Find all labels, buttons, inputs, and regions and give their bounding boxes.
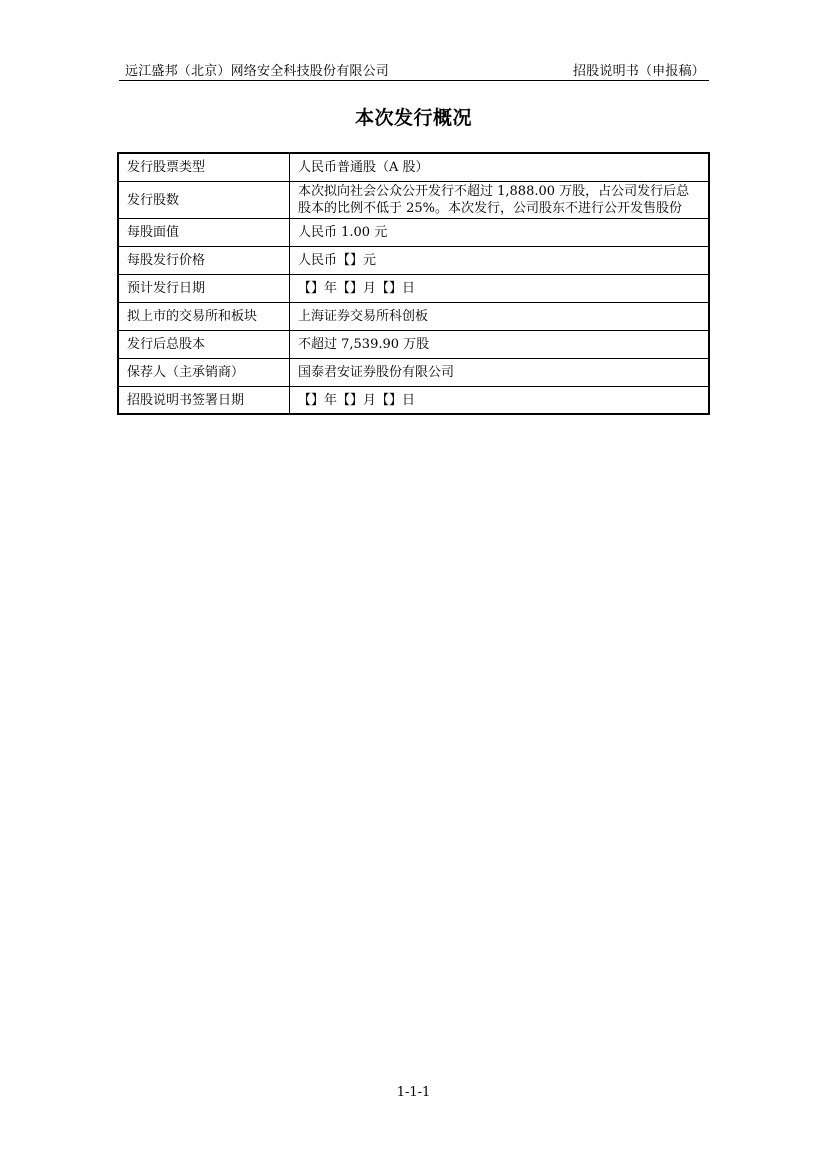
page-number: 1-1-1 — [396, 1085, 431, 1100]
row-label: 发行后总股本 — [118, 330, 290, 358]
row-value: 【】年【】月【】日 — [290, 386, 710, 414]
row-value: 国泰君安证券股份有限公司 — [290, 358, 710, 386]
table-row — [118, 302, 709, 330]
row-value: 本次拟向社会公众公开发行不超过 1,888.00 万股，占公司发行后总股本的比例不低于 25%。本次发行，公司股东不进行公开发售股份 — [290, 181, 710, 218]
row-label: 预计发行日期 — [118, 274, 290, 302]
table-row — [118, 181, 709, 218]
table-row — [118, 386, 709, 414]
offering-overview-table — [117, 152, 710, 415]
row-label: 招股说明书签署日期 — [118, 386, 290, 414]
page-header — [119, 58, 709, 81]
table-row — [118, 246, 709, 274]
table-row — [118, 218, 709, 246]
company-name: 远江盛邦（北京）网络安全科技股份有限公司 — [125, 64, 390, 79]
row-value: 【】年【】月【】日 — [290, 274, 710, 302]
document-type: 招股说明书（申报稿） — [572, 64, 705, 79]
table-row — [118, 358, 709, 386]
row-value: 上海证券交易所科创板 — [290, 302, 710, 330]
row-label: 每股面值 — [118, 218, 290, 246]
row-value: 人民币 1.00 元 — [290, 218, 710, 246]
row-label: 保荐人（主承销商） — [118, 358, 290, 386]
row-value: 人民币普通股（A 股） — [290, 153, 710, 181]
page-title: 本次发行概况 — [354, 107, 472, 129]
table-row — [118, 153, 709, 181]
row-label: 拟上市的交易所和板块 — [118, 302, 290, 330]
row-label: 每股发行价格 — [118, 246, 290, 274]
table-row — [118, 274, 709, 302]
row-value: 人民币【】元 — [290, 246, 710, 274]
table-row — [118, 330, 709, 358]
row-label: 发行股数 — [118, 181, 290, 218]
row-label: 发行股票类型 — [118, 153, 290, 181]
row-value: 不超过 7,539.90 万股 — [290, 330, 710, 358]
